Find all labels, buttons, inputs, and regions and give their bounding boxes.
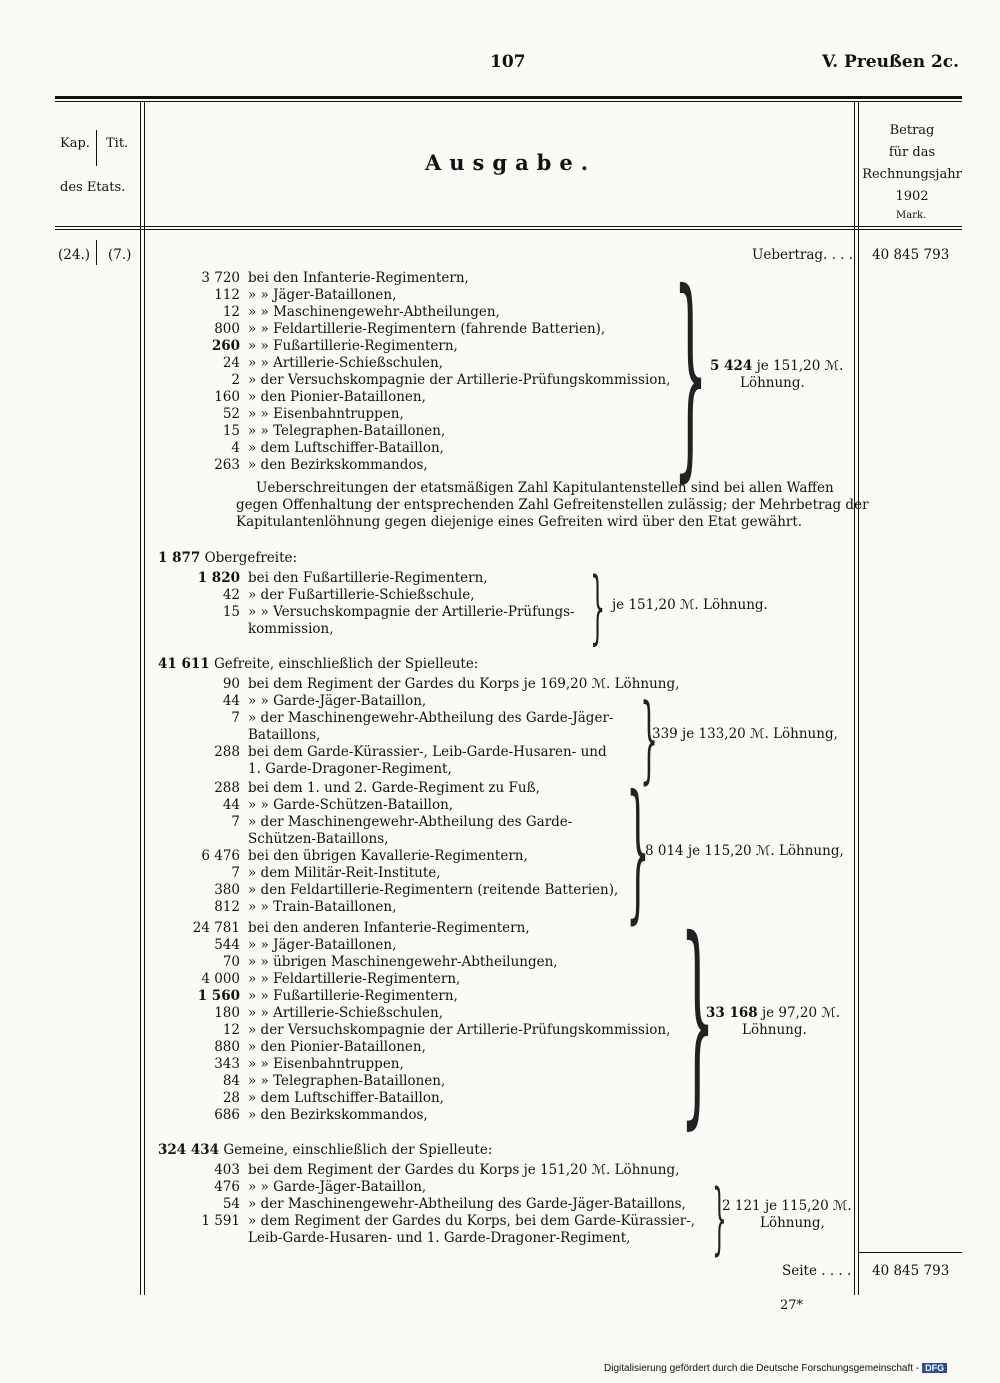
item-text: » » Garde-Schützen-Bataillon, — [248, 797, 454, 813]
section4-count: 324 434 — [158, 1142, 220, 1158]
list-item — [192, 814, 618, 831]
brace: } — [640, 684, 659, 794]
item-text: 1. Garde-Dragoner-Regiment, — [248, 761, 452, 777]
item-count: 1 560 — [197, 988, 240, 1004]
note-line: Kapitulantenlöhnung gegen diejenige eines Gefreiten wird über den Etat gewährt. — [236, 514, 803, 530]
list-item — [192, 355, 670, 372]
section4-rate2: Löhnung, — [760, 1215, 825, 1231]
item-count: 263 — [214, 457, 240, 473]
item-text: » » Train-Bataillonen, — [248, 899, 397, 915]
list-item — [192, 287, 670, 304]
item-text: » den Bezirkskommandos, — [248, 1107, 428, 1123]
item-text: » » Eisenbahntruppen, — [248, 406, 404, 422]
item-count: 160 — [214, 389, 240, 405]
list-item — [192, 1005, 670, 1022]
item-text: bei dem Regiment der Gardes du Korps je 169,20 ℳ. Löhnung, — [248, 676, 680, 692]
item-count: 112 — [214, 287, 240, 303]
list-item — [192, 372, 670, 389]
seite-value: 40 845 793 — [872, 1263, 950, 1279]
item-count: 812 — [214, 899, 240, 915]
list-item — [192, 389, 670, 406]
group-a-rate: 339 je 133,20 ℳ. Löhnung, — [652, 726, 838, 742]
list-item — [192, 604, 575, 621]
item-count: 380 — [214, 882, 240, 898]
list-item — [192, 1213, 695, 1230]
list-item — [192, 1107, 670, 1124]
list-item — [192, 406, 670, 423]
section1-rate2: Löhnung. — [740, 375, 805, 391]
item-count: 42 — [222, 587, 240, 603]
item-text: » » Garde-Jäger-Bataillon, — [248, 1179, 427, 1195]
section3-count: 41 611 — [158, 656, 210, 672]
betrag-line: Betrag — [889, 123, 935, 138]
list-item — [192, 423, 670, 440]
section4-title: Gemeine, einschließlich der Spielleute: — [223, 1142, 493, 1158]
section1-rate — [710, 358, 843, 375]
seite-label: Seite . . . . — [782, 1263, 852, 1279]
brace: } — [712, 1174, 727, 1264]
brace: } — [626, 764, 650, 938]
list-item — [192, 570, 575, 587]
note-line: Ueberschreitungen der etatsmäßigen Zahl Kapitulantenstellen sind bei allen Waffen — [256, 480, 834, 496]
section1-note — [236, 480, 869, 531]
item-count: 260 — [211, 338, 240, 354]
list-item — [192, 937, 670, 954]
list-item — [192, 848, 618, 865]
list-item — [192, 797, 618, 814]
brace: } — [673, 245, 708, 501]
list-item — [192, 621, 575, 638]
item-count: 3 720 — [201, 270, 240, 286]
list-item — [192, 865, 618, 882]
item-count: 4 000 — [201, 971, 240, 987]
kap-value: (24.) — [58, 247, 91, 263]
header-bottom-rule-2 — [55, 229, 962, 230]
section1-rate-text: je 151,20 ℳ. — [756, 358, 844, 374]
item-text: » » Artillerie-Schießschulen, — [248, 355, 443, 371]
item-count: 288 — [214, 744, 240, 760]
list-item — [192, 727, 679, 744]
section1-list — [192, 270, 670, 474]
column-divider-right — [854, 102, 859, 1295]
item-text: » der Versuchskompagnie der Artillerie-Prüfungskommission, — [248, 372, 671, 388]
betrag-line: für das — [888, 145, 936, 160]
item-text: Bataillons, — [248, 727, 321, 743]
item-text: » dem Regiment der Gardes du Korps, bei dem Garde-Kürassier-, — [248, 1213, 696, 1229]
item-text: » » Telegraphen-Bataillonen, — [248, 423, 446, 439]
item-text: Leib-Garde-Husaren- und 1. Garde-Dragoner-Regiment, — [248, 1230, 631, 1246]
list-item — [192, 971, 670, 988]
item-text: » der Maschinengewehr-Abtheilung des Garde-Jäger- — [248, 710, 614, 726]
item-count: 28 — [222, 1090, 240, 1106]
item-text: » den Pionier-Bataillonen, — [248, 1039, 426, 1055]
item-count: 52 — [222, 406, 240, 422]
page-number: 107 — [490, 52, 526, 72]
item-count: 12 — [222, 304, 240, 320]
section3-group-a — [192, 676, 679, 778]
list-item — [192, 920, 670, 937]
top-rule-thin — [55, 101, 962, 102]
list-item — [192, 1230, 695, 1247]
credit-line — [604, 1363, 947, 1374]
group-c-rate-text: je 97,20 ℳ. — [761, 1005, 841, 1021]
section4-rate — [722, 1198, 852, 1215]
section4-heading — [158, 1142, 492, 1159]
item-text: » dem Militär-Reit-Institute, — [248, 865, 441, 881]
list-item — [192, 587, 575, 604]
uebertrag-value: 40 845 793 — [872, 247, 950, 263]
item-text: » » Telegraphen-Bataillonen, — [248, 1073, 446, 1089]
list-item — [192, 457, 670, 474]
list-item — [192, 321, 670, 338]
item-count: 7 — [231, 865, 240, 881]
group-b-rate: 8 014 je 115,20 ℳ. Löhnung, — [645, 843, 844, 859]
list-item — [192, 761, 679, 778]
item-text: » dem Luftschiffer-Bataillon, — [248, 1090, 444, 1106]
item-count: 70 — [222, 954, 240, 970]
column-divider-left — [140, 102, 145, 1295]
running-title: V. Preußen 2c. — [822, 52, 960, 72]
item-text: » » Feldartillerie-Regimentern, — [248, 971, 461, 987]
credit-text: Digitalisierung gefördert durch die Deutsche Forschungsgemeinschaft - — [604, 1363, 920, 1374]
item-count: 686 — [214, 1107, 240, 1123]
item-count: 15 — [222, 423, 240, 439]
item-text: » » Maschinengewehr-Abtheilungen, — [248, 304, 500, 320]
item-text: bei den anderen Infanterie-Regimentern, — [248, 920, 530, 936]
item-count: 24 781 — [192, 920, 240, 936]
section4-total: 2 121 — [722, 1198, 761, 1214]
item-text: » den Bezirkskommandos, — [248, 457, 428, 473]
item-text: » den Pionier-Bataillonen, — [248, 389, 426, 405]
item-count: 12 — [222, 1022, 240, 1038]
list-item — [192, 710, 679, 727]
item-count: 180 — [214, 1005, 240, 1021]
item-count: 343 — [214, 1056, 240, 1072]
item-count: 880 — [214, 1039, 240, 1055]
item-text: Schützen-Bataillons, — [248, 831, 389, 847]
betrag-header — [862, 120, 962, 208]
item-count: 403 — [214, 1162, 240, 1178]
ausgabe-title: Ausgabe. — [425, 150, 597, 175]
item-count: 7 — [231, 814, 240, 830]
kap-tit-divider — [96, 130, 97, 166]
list-item — [192, 899, 618, 916]
list-item — [192, 1039, 670, 1056]
tit-label: Tit. — [106, 136, 129, 151]
item-text: » der Fußartillerie-Schießschule, — [248, 587, 475, 603]
section2-list — [192, 570, 575, 638]
brace: } — [680, 892, 715, 1148]
group-c-rate — [706, 1005, 840, 1022]
list-item — [192, 1179, 695, 1196]
item-count: 7 — [231, 710, 240, 726]
item-count: 2 — [231, 372, 240, 388]
header-bottom-rule — [55, 226, 962, 227]
list-item — [192, 988, 670, 1005]
item-count: 44 — [222, 797, 240, 813]
item-text: » » übrigen Maschinengewehr-Abtheilungen, — [248, 954, 558, 970]
list-item — [192, 440, 670, 457]
section4-rate-text: je 115,20 ℳ. — [764, 1198, 852, 1214]
item-count: 90 — [222, 676, 240, 692]
total-rule — [858, 1252, 962, 1253]
item-count: 288 — [214, 780, 240, 796]
section3-title: Gefreite, einschließlich der Spielleute: — [213, 656, 479, 672]
section2-rate: je 151,20 ℳ. Löhnung. — [612, 597, 768, 613]
item-text: » » Garde-Jäger-Bataillon, — [248, 693, 427, 709]
item-text: kommission, — [248, 621, 334, 637]
item-text: » dem Luftschiffer-Bataillon, — [248, 440, 444, 456]
list-item — [192, 338, 670, 355]
list-item — [192, 1196, 695, 1213]
item-count: 800 — [214, 321, 240, 337]
kap-tit-divider-row — [96, 240, 97, 265]
uebertrag-label: Uebertrag. . . . — [752, 247, 854, 263]
item-text: bei den Infanterie-Regimentern, — [248, 270, 469, 286]
brace: } — [590, 560, 606, 653]
top-double-rule — [55, 96, 962, 99]
item-text: bei dem Regiment der Gardes du Korps je 151,20 ℳ. Löhnung, — [248, 1162, 680, 1178]
section3-group-c — [192, 920, 670, 1124]
list-item — [192, 270, 670, 287]
dfg-logo: DFG — [922, 1363, 947, 1373]
kap-label: Kap. — [60, 136, 90, 151]
item-text: » der Maschinengewehr-Abtheilung des Garde-Jäger-Bataillons, — [248, 1196, 686, 1212]
section2-title: Obergefreite: — [204, 550, 298, 566]
item-text: bei dem 1. und 2. Garde-Regiment zu Fuß, — [248, 780, 540, 796]
list-item — [192, 304, 670, 321]
item-count: 4 — [231, 440, 240, 456]
list-item — [192, 1056, 670, 1073]
group-c-total: 33 168 — [706, 1005, 758, 1021]
item-text: » » Versuchskompagnie der Artillerie-Prüfungs- — [248, 604, 575, 620]
signature-mark: 27* — [780, 1298, 804, 1313]
list-item — [192, 1073, 670, 1090]
item-text: » » Feldartillerie-Regimentern (fahrende Batterien), — [248, 321, 606, 337]
item-count: 1 820 — [197, 570, 240, 586]
item-text: » » Jäger-Bataillonen, — [248, 287, 397, 303]
item-count: 1 591 — [201, 1213, 240, 1229]
item-count: 44 — [222, 693, 240, 709]
item-count: 84 — [222, 1073, 240, 1089]
item-text: » der Maschinengewehr-Abtheilung des Garde- — [248, 814, 573, 830]
item-text: » » Artillerie-Schießschulen, — [248, 1005, 443, 1021]
list-item — [192, 1162, 695, 1179]
item-count: 476 — [214, 1179, 240, 1195]
section4-list — [192, 1162, 695, 1247]
item-count: 15 — [222, 604, 240, 620]
item-text: » der Versuchskompagnie der Artillerie-Prüfungskommission, — [248, 1022, 671, 1038]
list-item — [192, 1022, 670, 1039]
list-item — [192, 1090, 670, 1107]
item-text: bei dem Garde-Kürassier-, Leib-Garde-Husaren- und — [248, 744, 607, 760]
item-count: 24 — [222, 355, 240, 371]
betrag-line: 1902 — [895, 189, 929, 204]
item-text: » » Fußartillerie-Regimentern, — [248, 988, 458, 1004]
item-count: 544 — [214, 937, 240, 953]
list-item — [192, 882, 618, 899]
item-text: » » Fußartillerie-Regimentern, — [248, 338, 458, 354]
list-item — [192, 831, 618, 848]
section1-total: 5 424 — [710, 358, 753, 374]
group-c-rate2: Löhnung. — [742, 1022, 807, 1038]
list-item — [192, 780, 618, 797]
mark-label: Mark. — [896, 210, 927, 221]
item-text: » den Feldartillerie-Regimentern (reitende Batterien), — [248, 882, 619, 898]
list-item — [192, 954, 670, 971]
note-line: gegen Offenhaltung der entsprechenden Zahl Gefreitenstellen zulässig; der Mehrbetrag der — [236, 497, 869, 513]
section3-heading — [158, 656, 478, 673]
section2-count: 1 877 — [158, 550, 201, 566]
list-item — [192, 744, 679, 761]
item-text: » » Jäger-Bataillonen, — [248, 937, 397, 953]
item-count: 6 476 — [201, 848, 240, 864]
des-etats-label: des Etats. — [60, 180, 126, 195]
item-text: » » Eisenbahntruppen, — [248, 1056, 404, 1072]
betrag-line: Rechnungsjahr — [862, 167, 962, 182]
item-text: bei den übrigen Kavallerie-Regimentern, — [248, 848, 528, 864]
item-text: bei den Fußartillerie-Regimentern, — [248, 570, 488, 586]
section3-group-b — [192, 780, 618, 916]
tit-value: (7.) — [108, 247, 132, 263]
item-count: 54 — [222, 1196, 240, 1212]
section2-heading — [158, 550, 297, 567]
list-item — [192, 693, 679, 710]
list-item — [192, 676, 679, 693]
